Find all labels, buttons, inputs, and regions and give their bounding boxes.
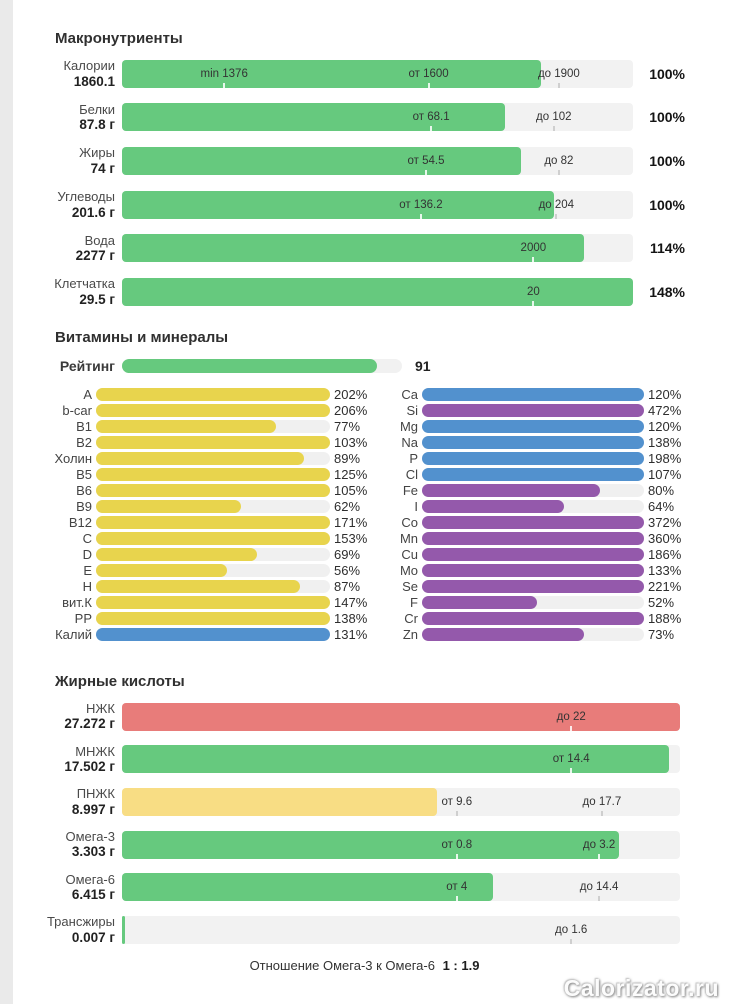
range-tick — [456, 854, 458, 859]
mineral-percent: 372% — [648, 514, 682, 530]
row-label — [38, 59, 115, 89]
mineral-label: Fe — [402, 482, 418, 498]
range-tick — [570, 726, 572, 731]
bar-track — [122, 60, 633, 88]
row-value: 201.6 г — [71, 204, 115, 220]
mineral-percent: 80% — [648, 482, 675, 498]
mineral-bar-fill — [422, 548, 644, 561]
range-marker: от 136.2 — [399, 198, 443, 211]
vitamin-bar-track — [96, 564, 330, 577]
vitamin-bar-track — [96, 580, 330, 593]
section-fatty-acids — [0, 673, 729, 973]
mineral-bar-track — [422, 404, 644, 417]
mineral-bar-track — [422, 580, 644, 593]
row-label — [38, 830, 115, 860]
range-tick — [223, 83, 225, 88]
chart-row — [0, 190, 729, 220]
vitamin-percent: 105% — [334, 482, 368, 498]
mineral-percent: 120% — [648, 386, 682, 402]
mineral-bar-fill — [422, 596, 537, 609]
bar-fill — [122, 278, 633, 306]
bar-track — [122, 147, 633, 175]
vitamin-label: B1 — [76, 418, 92, 434]
range-tick — [558, 83, 560, 88]
vitamin-percent: 125% — [334, 466, 368, 482]
range-marker: до 3.2 — [582, 838, 616, 851]
range-tick — [570, 939, 572, 944]
row-name: Белки — [79, 101, 115, 117]
vitamin-bar-fill — [96, 548, 257, 561]
rating-label: Рейтинг — [59, 357, 115, 374]
row-percent: 114% — [649, 240, 685, 257]
range-tick — [532, 301, 534, 306]
mineral-percent: 221% — [648, 578, 682, 594]
row-value: 1860.1 — [73, 73, 115, 89]
vitamin-percent: 131% — [334, 626, 368, 642]
vitamin-label: E — [83, 562, 92, 578]
row-label — [38, 103, 115, 133]
vitamin-bar-fill — [96, 484, 330, 497]
mineral-label: Cl — [405, 466, 418, 482]
vitamin-percent: 202% — [334, 386, 368, 402]
mineral-percent: 186% — [648, 546, 682, 562]
range-tick — [420, 214, 422, 219]
left-gutter — [0, 0, 13, 1004]
vitamin-label: H — [82, 578, 92, 594]
range-tick — [532, 257, 534, 262]
mineral-bar-fill — [422, 516, 644, 529]
mineral-percent: 198% — [648, 450, 682, 466]
vitamin-percent: 77% — [334, 418, 361, 434]
row-value: 29.5 г — [79, 291, 115, 307]
row-name: Трансжиры — [46, 914, 115, 930]
vitamin-bar-fill — [96, 516, 330, 529]
mineral-bar-track — [422, 628, 644, 641]
row-name: МНЖК — [75, 743, 115, 759]
mineral-percent: 73% — [648, 626, 675, 642]
chart-row — [0, 234, 729, 264]
mineral-bar-track — [422, 532, 644, 545]
range-tick — [428, 83, 430, 88]
mineral-label: Ca — [401, 386, 418, 402]
range-marker: от 4 — [446, 881, 468, 894]
vitamin-label: b-car — [62, 402, 92, 418]
vitamin-bar-track — [96, 500, 330, 513]
chart-row — [0, 873, 729, 903]
vitamin-bar-fill — [96, 468, 330, 481]
vitamin-label: B6 — [76, 482, 92, 498]
range-marker: от 1600 — [408, 67, 449, 80]
bar-fill — [122, 147, 521, 175]
bar-fill — [122, 788, 437, 816]
mineral-label: I — [414, 498, 418, 514]
mineral-label: Mn — [399, 530, 418, 546]
bar-track — [122, 745, 680, 773]
vitamin-bar-fill — [96, 564, 227, 577]
chart-row — [0, 745, 729, 775]
section-vitamins-minerals — [0, 329, 729, 641]
vitamin-percent: 171% — [334, 514, 368, 530]
vitamin-bar-track — [96, 548, 330, 561]
rating-value: 91 — [415, 357, 431, 374]
omega-ratio-label: Отношение Омега-3 к Омега-6 — [249, 957, 435, 973]
vitamin-bar-track — [96, 468, 330, 481]
bar-track — [122, 703, 680, 731]
mineral-label: Mg — [399, 418, 418, 434]
range-marker: до 22 — [556, 710, 586, 723]
vitamin-label: A — [83, 386, 92, 402]
vitamin-label: B12 — [68, 514, 92, 530]
vitamin-bar-track — [96, 404, 330, 417]
mineral-bar-track — [422, 564, 644, 577]
bar-track — [122, 191, 633, 219]
omega-ratio — [0, 958, 729, 973]
row-value: 27.272 г — [64, 716, 115, 732]
range-marker: min 1376 — [200, 67, 248, 80]
row-value: 74 г — [90, 160, 115, 176]
mineral-label: Se — [402, 578, 418, 594]
vitamin-label: B2 — [76, 434, 92, 450]
vitamin-percent: 147% — [334, 594, 368, 610]
range-tick — [558, 170, 560, 175]
bar-track — [122, 916, 680, 944]
range-marker: до 102 — [536, 111, 572, 124]
range-tick — [456, 896, 458, 901]
chart-row — [0, 59, 729, 89]
bar-track — [122, 278, 633, 306]
row-label — [38, 702, 115, 732]
mineral-bar-track — [422, 452, 644, 465]
vitamin-bar-track — [96, 596, 330, 609]
row-name: ПНЖК — [76, 786, 115, 802]
mineral-label: Cr — [404, 610, 418, 626]
vitamin-bar-fill — [96, 388, 330, 401]
range-tick — [601, 811, 603, 816]
vitamin-label: PP — [74, 610, 92, 626]
row-name: НЖК — [86, 700, 115, 716]
row-name: Углеводы — [57, 188, 115, 204]
mineral-bar-track — [422, 468, 644, 481]
vitamin-label: вит.К — [62, 594, 92, 610]
mineral-bar-fill — [422, 420, 644, 433]
mineral-percent: 120% — [648, 418, 682, 434]
bar-track — [122, 234, 633, 262]
vitamin-percent: 89% — [334, 450, 361, 466]
mineral-label: Zn — [402, 626, 418, 642]
rating-bar-fill — [122, 359, 377, 373]
bar-track — [122, 873, 680, 901]
row-label — [38, 190, 115, 220]
vitamin-bar-track — [96, 532, 330, 545]
row-name: Клетчатка — [54, 276, 115, 292]
row-label — [38, 745, 115, 775]
vitamin-bar-track — [96, 516, 330, 529]
vitamin-bar-fill — [96, 436, 330, 449]
row-name: Калории — [63, 58, 115, 73]
vitamin-label: Калий — [55, 626, 92, 642]
row-value: 17.502 г — [64, 759, 115, 775]
row-label — [38, 277, 115, 307]
vitamins-minerals-chart — [0, 388, 729, 641]
mineral-bar-fill — [422, 500, 564, 513]
mineral-bar-track — [422, 436, 644, 449]
vitamin-bar-track — [96, 388, 330, 401]
chart-row — [0, 915, 729, 945]
bar-track — [122, 788, 680, 816]
range-tick — [425, 170, 427, 175]
fatty-acids-title: Жирные кислоты — [55, 672, 185, 690]
mineral-bar-fill — [422, 388, 644, 401]
rating-bar-track — [122, 359, 402, 373]
vitamin-percent: 62% — [334, 498, 361, 514]
vitamin-percent: 153% — [334, 530, 368, 546]
mineral-bar-fill — [422, 564, 644, 577]
vitamin-bar-track — [96, 452, 330, 465]
row-name: Омега-3 — [65, 828, 115, 844]
row-percent: 100% — [649, 153, 685, 170]
vitamin-label: D — [82, 546, 92, 562]
rating-row — [0, 358, 729, 374]
vitamin-bar-fill — [96, 580, 300, 593]
row-percent: 100% — [649, 109, 685, 126]
mineral-label: Mo — [399, 562, 418, 578]
vitamin-bar-track — [96, 484, 330, 497]
mineral-percent: 138% — [648, 434, 682, 450]
mineral-percent: 107% — [648, 466, 682, 482]
range-marker: от 54.5 — [407, 155, 445, 168]
row-value: 2277 г — [75, 248, 115, 264]
vitamin-bar-track — [96, 436, 330, 449]
row-label — [38, 146, 115, 176]
mineral-bar-fill — [422, 532, 644, 545]
vitamin-percent: 56% — [334, 562, 361, 578]
range-marker: до 14.4 — [579, 881, 619, 894]
row-label — [38, 873, 115, 903]
bar-track — [122, 103, 633, 131]
chart-row — [0, 277, 729, 307]
mineral-percent: 188% — [648, 610, 682, 626]
mineral-label: P — [409, 450, 418, 466]
row-percent: 100% — [649, 196, 685, 213]
bar-fill — [122, 831, 619, 859]
range-marker: до 17.7 — [582, 796, 622, 809]
row-value: 6.415 г — [71, 887, 115, 903]
chart-row — [0, 787, 729, 817]
range-marker: от 9.6 — [441, 796, 473, 809]
range-tick — [430, 126, 432, 131]
range-marker: до 1.6 — [555, 924, 588, 937]
mineral-label: Co — [401, 514, 418, 530]
range-marker: 2000 — [520, 242, 547, 255]
range-marker: до 1900 — [537, 67, 580, 80]
range-marker: 20 — [526, 286, 540, 299]
row-label — [38, 787, 115, 817]
row-value: 0.007 г — [71, 929, 115, 945]
watermark: Calorizator.ru — [563, 975, 719, 1001]
row-name: Жиры — [79, 145, 115, 161]
vitamin-percent: 206% — [334, 402, 368, 418]
row-label — [38, 234, 115, 264]
mineral-label: Na — [401, 434, 418, 450]
vitamin-label: C — [82, 530, 92, 546]
mineral-percent: 472% — [648, 402, 682, 418]
mineral-bar-fill — [422, 484, 600, 497]
chart-row — [0, 702, 729, 732]
omega-ratio-value: 1 : 1.9 — [442, 957, 480, 973]
mineral-bar-fill — [422, 580, 644, 593]
mineral-bar-track — [422, 596, 644, 609]
bar-fill — [122, 916, 125, 944]
vitamin-bar-track — [96, 612, 330, 625]
vitamin-label: B5 — [76, 466, 92, 482]
row-name: Вода — [84, 232, 115, 248]
range-tick — [598, 854, 600, 859]
range-marker: от 14.4 — [552, 753, 590, 766]
vitamin-bar-fill — [96, 500, 241, 513]
vitamins-title: Витамины и минералы — [55, 328, 229, 346]
vitamin-percent: 138% — [334, 610, 368, 626]
mineral-percent: 64% — [648, 498, 675, 514]
chart-row — [0, 146, 729, 176]
bar-fill — [122, 191, 554, 219]
mineral-label: Si — [406, 402, 418, 418]
mineral-bar-track — [422, 516, 644, 529]
mineral-bar-fill — [422, 404, 644, 417]
mineral-bar-track — [422, 388, 644, 401]
vitamin-bar-fill — [96, 628, 330, 641]
range-marker: до 82 — [544, 155, 574, 168]
macronutrients-title: Макронутриенты — [55, 30, 183, 47]
range-tick — [598, 896, 600, 901]
vitamin-bar-fill — [96, 532, 330, 545]
macronutrients-chart — [0, 59, 729, 307]
section-macronutrients — [0, 30, 729, 307]
chart-row — [0, 830, 729, 860]
vitamin-bar-fill — [96, 452, 304, 465]
vitamin-percent: 103% — [334, 434, 368, 450]
bar-fill — [122, 873, 493, 901]
mineral-bar-fill — [422, 452, 644, 465]
bar-track — [122, 831, 680, 859]
row-percent: 100% — [649, 65, 685, 82]
vitamin-label: B9 — [76, 498, 92, 514]
range-marker: от 0.8 — [441, 838, 473, 851]
vitamin-bar-fill — [96, 404, 330, 417]
range-tick — [555, 214, 557, 219]
range-tick — [570, 768, 572, 773]
mineral-bar-track — [422, 500, 644, 513]
row-name: Омега-6 — [65, 871, 115, 887]
vitamin-bar-fill — [96, 420, 276, 433]
row-label — [38, 915, 115, 945]
mineral-bar-fill — [422, 436, 644, 449]
vitamin-bar-track — [96, 628, 330, 641]
mineral-bar-fill — [422, 612, 644, 625]
mineral-bar-track — [422, 612, 644, 625]
vitamin-percent: 69% — [334, 546, 361, 562]
range-tick — [456, 811, 458, 816]
bar-fill — [122, 703, 680, 731]
mineral-bar-fill — [422, 628, 584, 641]
bar-fill — [122, 60, 541, 88]
row-value: 87.8 г — [79, 117, 115, 133]
bar-fill — [122, 234, 584, 262]
mineral-label: Cu — [401, 546, 418, 562]
chart-row — [0, 103, 729, 133]
mineral-label: F — [410, 594, 418, 610]
vitamin-label: Холин — [54, 450, 92, 466]
vitamin-bar-track — [96, 420, 330, 433]
vitamin-percent: 87% — [334, 578, 361, 594]
row-percent: 148% — [649, 284, 685, 301]
range-marker: до 204 — [538, 198, 575, 211]
row-value: 3.303 г — [71, 844, 115, 860]
mineral-bar-track — [422, 548, 644, 561]
mineral-percent: 360% — [648, 530, 682, 546]
mineral-percent: 52% — [648, 594, 675, 610]
fatty-acids-chart — [0, 702, 729, 945]
row-value: 8.997 г — [71, 801, 115, 817]
vitamin-bar-fill — [96, 596, 330, 609]
range-marker: от 68.1 — [412, 111, 450, 124]
mineral-bar-track — [422, 484, 644, 497]
mineral-bar-track — [422, 420, 644, 433]
mineral-percent: 133% — [648, 562, 682, 578]
range-tick — [553, 126, 555, 131]
mineral-bar-fill — [422, 468, 644, 481]
vitamin-bar-fill — [96, 612, 330, 625]
